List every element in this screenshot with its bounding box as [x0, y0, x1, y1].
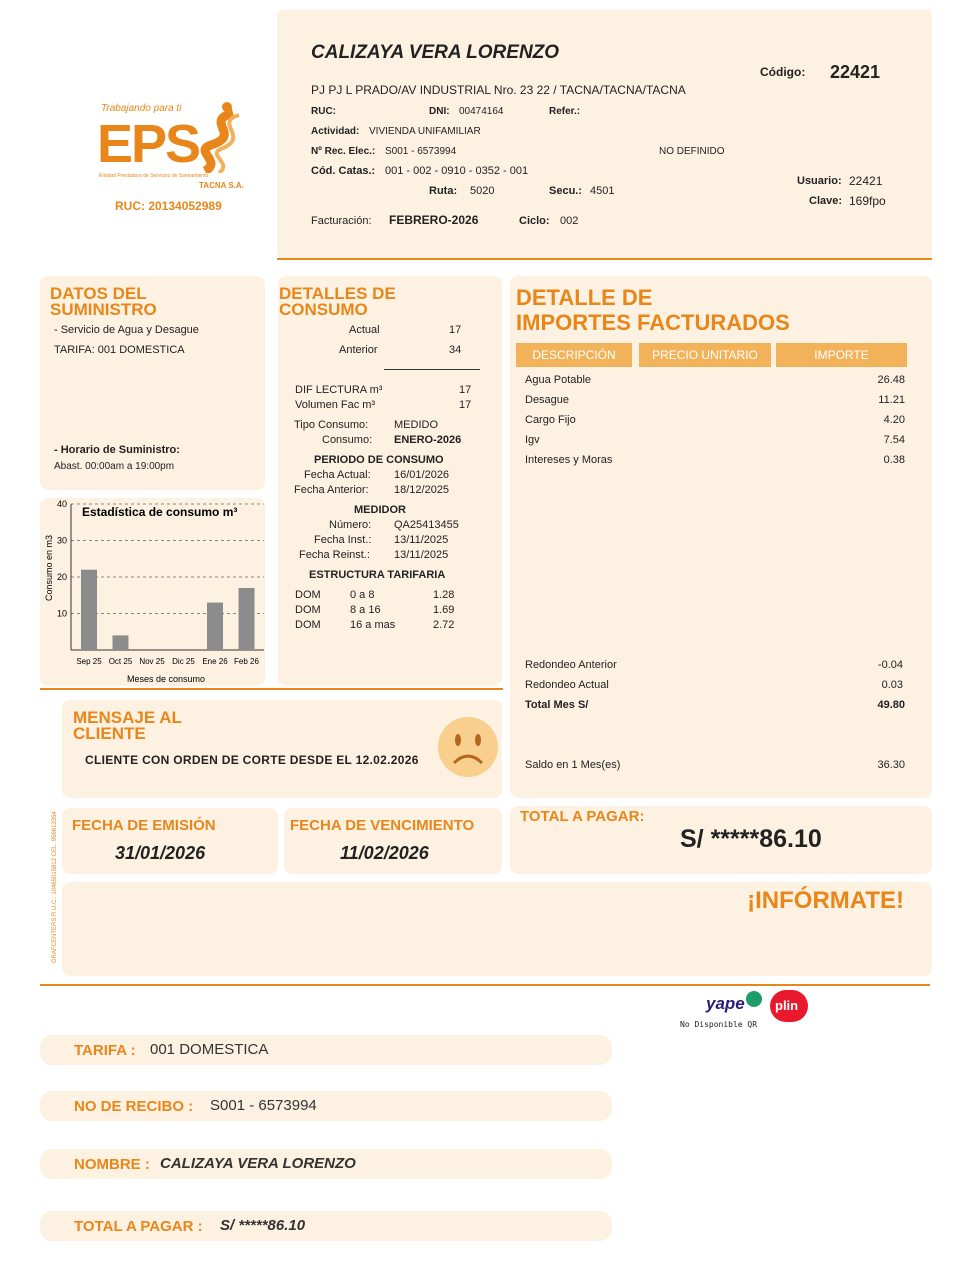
numero-value: QA25413455 [394, 519, 459, 531]
dni-label: DNI: [429, 106, 450, 117]
logo-city: TACNA S.A. [199, 181, 244, 190]
fecha-actual-value: 16/01/2026 [394, 469, 450, 481]
vol-label: Volumen Fac m³ [295, 399, 376, 411]
estructura-cat: DOM [295, 589, 321, 601]
consumo-title-2: CONSUMO [279, 300, 368, 319]
catas-value: 001 - 002 - 0910 - 0352 - 001 [385, 165, 529, 177]
suministro-title-2: SUMINISTRO [50, 300, 157, 319]
yape-badge-icon [746, 991, 762, 1007]
chart-bar [207, 603, 223, 650]
middle-divider [40, 688, 503, 690]
importe-row [525, 394, 905, 406]
suministro-panel [40, 276, 265, 490]
fecha-actual-label: Fecha Actual: [304, 469, 371, 481]
fecha-anterior-value: 18/12/2025 [394, 484, 450, 496]
estructura-valor: 2.72 [433, 619, 455, 631]
informate-title: ¡INFÓRMATE! [747, 887, 904, 914]
servicio-text: - Servicio de Agua y Desague [54, 324, 199, 336]
fecha-anterior-label: Fecha Anterior: [294, 484, 369, 496]
dni-value: 00474164 [459, 106, 504, 117]
importe-desc: Intereses y Moras [525, 454, 613, 466]
fecha-reinst-value: 13/11/2025 [394, 549, 449, 561]
tipo-value: MEDIDO [394, 419, 438, 431]
chart-svg [40, 498, 265, 686]
stub-recibo-label: NO DE RECIBO : [74, 1098, 194, 1115]
chart-bar [239, 588, 255, 650]
dif-value: 17 [459, 384, 472, 396]
bottom-divider [40, 984, 930, 986]
fecha-emision-value: 31/01/2026 [115, 843, 206, 863]
codigo-value: 22421 [830, 62, 881, 82]
stub-tarifa [40, 1035, 612, 1065]
fecha-vencimiento-label: FECHA DE VENCIMIENTO [290, 817, 475, 834]
yape-text: yape [706, 994, 745, 1013]
x-tick-label: Feb 26 [234, 657, 259, 666]
importe-desc: Agua Potable [525, 374, 592, 386]
col-header-descripcion: DESCRIPCIÓN [516, 343, 632, 367]
company-logo [95, 95, 265, 215]
estructura-rango: 8 a 16 [350, 604, 381, 616]
fecha-emision-label: FECHA DE EMISIÓN [72, 817, 216, 834]
codigo-label: Código: [760, 65, 806, 79]
stub-total [40, 1211, 612, 1241]
fecha-inst-value: 13/11/2025 [394, 534, 449, 546]
redondeo-actual-row [525, 679, 903, 691]
logo-river-icon [193, 101, 253, 173]
importes-title-1: DETALLE DE [516, 285, 653, 310]
anterior-label: Anterior [339, 344, 378, 356]
stub-recibo-value: S001 - 6573994 [210, 1097, 317, 1114]
importe-row [525, 374, 905, 386]
periodo-title: PERIODO DE CONSUMO [314, 454, 444, 466]
facturacion-label: Facturación: [311, 215, 372, 227]
fecha-emision-panel [62, 808, 278, 874]
total-mes-row [525, 699, 905, 711]
actual-value: 17 [449, 324, 462, 336]
actual-label: Actual [349, 324, 380, 336]
x-tick-label: Ene 26 [202, 657, 228, 666]
usuario-label: Usuario: [797, 175, 842, 187]
fecha-inst-label: Fecha Inst.: [314, 534, 372, 546]
fecha-reinst-label: Fecha Reinst.: [299, 549, 370, 561]
refer-label: Refer.: [549, 106, 581, 117]
fecha-vencimiento-panel [284, 808, 502, 874]
customer-name: CALIZAYA VERA LORENZO [311, 42, 560, 63]
total-value: S/ *****86.10 [680, 825, 822, 853]
x-tick-label: Oct 25 [108, 657, 133, 666]
importe-value: 4.20 [883, 414, 905, 426]
importe-value: 26.48 [877, 374, 905, 386]
logo-ruc: RUC: 20134052989 [115, 199, 222, 213]
secu-label: Secu.: [549, 185, 583, 197]
actividad-value: VIVIENDA UNIFAMILIAR [369, 126, 481, 137]
mensaje-title-1: MENSAJE AL [73, 708, 182, 727]
saldo-row [525, 759, 905, 771]
estructura-rango: 16 a mas [350, 619, 396, 631]
no-qr-text: No Disponible QR [680, 1020, 758, 1029]
y-tick-label: 40 [56, 499, 67, 509]
rec-value: S001 - 6573994 [385, 146, 457, 157]
x-tick-label: Sep 25 [76, 657, 102, 666]
mensaje-text: CLIENTE CON ORDEN DE CORTE DESDE EL 12.02.2026 [85, 753, 419, 767]
header-divider [277, 258, 932, 260]
actividad-label: Actividad: [311, 126, 360, 137]
ruc-label: RUC: [311, 106, 336, 117]
saldo-label: Saldo en 1 Mes(es) [525, 759, 621, 771]
ciclo-label: Ciclo: [519, 215, 550, 227]
yape-logo [704, 990, 764, 1020]
stub-tarifa-value: 001 DOMESTICA [150, 1041, 269, 1058]
importe-desc: Igv [525, 434, 540, 446]
total-panel [510, 806, 932, 874]
importe-desc: Desague [525, 394, 570, 406]
tipo-label: Tipo Consumo: [294, 419, 369, 431]
estructura-title: ESTRUCTURA TARIFARIA [309, 569, 446, 581]
stub-recibo [40, 1091, 612, 1121]
logo-brand: EPS [97, 114, 200, 174]
tarifa-text: TARIFA: 001 DOMESTICA [54, 344, 185, 356]
importe-row [525, 414, 905, 426]
stub-nombre-value: CALIZAYA VERA LORENZO [160, 1155, 356, 1172]
ciclo-value: 002 [560, 215, 579, 227]
x-tick-label: Dic 25 [172, 657, 195, 666]
chart-bar [81, 570, 97, 650]
dif-label: DIF LECTURA m³ [295, 384, 383, 396]
mensaje-title-2: CLIENTE [73, 724, 146, 743]
horario-label: - Horario de Suministro: [54, 444, 180, 456]
customer-address: PJ PJ L PRADO/AV INDUSTRIAL Nro. 23 22 / TACNA/TACNA/TACNA [311, 83, 686, 97]
customer-header [277, 10, 932, 258]
consumo-title-1: DETALLES DE [279, 284, 396, 303]
sad-face-icon [436, 715, 500, 779]
clave-value: 169fpo [849, 194, 886, 208]
chart-title: Estadística de consumo m³ [82, 505, 238, 519]
anterior-value: 34 [449, 344, 462, 356]
redondeo-anterior-row [525, 659, 903, 671]
stub-total-label: TOTAL A PAGAR : [74, 1218, 203, 1235]
mensaje-panel [62, 700, 502, 798]
importe-value: 7.54 [883, 434, 905, 446]
importe-row [525, 434, 905, 446]
importe-value: 11.21 [878, 394, 905, 406]
total-mes-label: Total Mes S/ [525, 699, 589, 711]
estructura-cat: DOM [295, 619, 321, 631]
clave-label: Clave: [809, 195, 843, 207]
importes-title-2: IMPORTES FACTURADOS [516, 310, 790, 335]
estructura-valor: 1.28 [433, 589, 455, 601]
lectura-rule [384, 369, 480, 370]
estructura-valor: 1.69 [433, 604, 455, 616]
col-header-precio: PRECIO UNITARIO [639, 343, 771, 367]
col-header-importe: IMPORTE [776, 343, 907, 367]
stub-total-value: S/ *****86.10 [220, 1217, 306, 1234]
y-tick-label: 30 [56, 535, 67, 546]
y-tick-label: 20 [56, 572, 67, 582]
usuario-value: 22421 [849, 174, 883, 188]
stub-nombre-label: NOMBRE : [74, 1156, 150, 1173]
x-axis-label: Meses de consumo [126, 674, 206, 684]
x-tick-label: Nov 25 [139, 657, 165, 666]
y-axis-label: Consumo en m3 [44, 534, 54, 602]
redondeo-actual-value: 0.03 [881, 679, 903, 691]
chart-bar [113, 635, 129, 650]
estructura-rango: 0 a 8 [350, 589, 375, 601]
stub-nombre [40, 1149, 612, 1179]
logo-entity: Entidad Prestadora de Servicios de Saneamiento [99, 173, 209, 179]
fecha-vencimiento-value: 11/02/2026 [340, 843, 429, 863]
vol-value: 17 [459, 399, 472, 411]
importe-desc: Cargo Fijo [525, 414, 576, 426]
ruta-label: Ruta: [429, 185, 458, 197]
importe-value: 0.38 [883, 454, 905, 466]
plin-text: plin [775, 998, 799, 1013]
facturacion-value: FEBRERO-2026 [389, 213, 479, 227]
ruta-value: 5020 [470, 185, 495, 197]
consumption-chart [40, 498, 265, 686]
rec-label: Nº Rec. Elec.: [311, 146, 376, 157]
consumo-panel [278, 276, 502, 686]
suministro-title-1: DATOS DEL [50, 284, 147, 303]
logo-tagline: Trabajando para ti [101, 103, 182, 114]
informate-panel [62, 882, 932, 976]
medidor-title: MEDIDOR [354, 504, 406, 516]
redondeo-actual-label: Redondeo Actual [525, 679, 609, 691]
y-tick-label: 10 [56, 608, 67, 619]
secu-value: 4501 [590, 185, 615, 197]
consumo-label: Consumo: [322, 434, 373, 446]
stub-tarifa-label: TARIFA : [74, 1042, 136, 1059]
numero-label: Número: [329, 519, 372, 531]
catas-label: Cód. Catas.: [311, 165, 376, 177]
total-mes-value: 49.80 [877, 699, 905, 711]
printer-side-text: GRAFCENTERS R.U.C.: 10465015812 CEL. 956613354 [52, 811, 58, 963]
no-definido: NO DEFINIDO [659, 146, 725, 157]
plin-logo [770, 990, 808, 1022]
estructura-cat: DOM [295, 604, 321, 616]
redondeo-anterior-label: Redondeo Anterior [525, 659, 617, 671]
total-label: TOTAL A PAGAR: [520, 808, 645, 825]
horario-value: Abast. 00:00am a 19:00pm [54, 461, 175, 472]
importe-row [525, 454, 905, 466]
saldo-value: 36.30 [877, 759, 905, 771]
consumo-value: ENERO-2026 [394, 434, 462, 446]
redondeo-anterior-value: -0.04 [877, 659, 903, 671]
